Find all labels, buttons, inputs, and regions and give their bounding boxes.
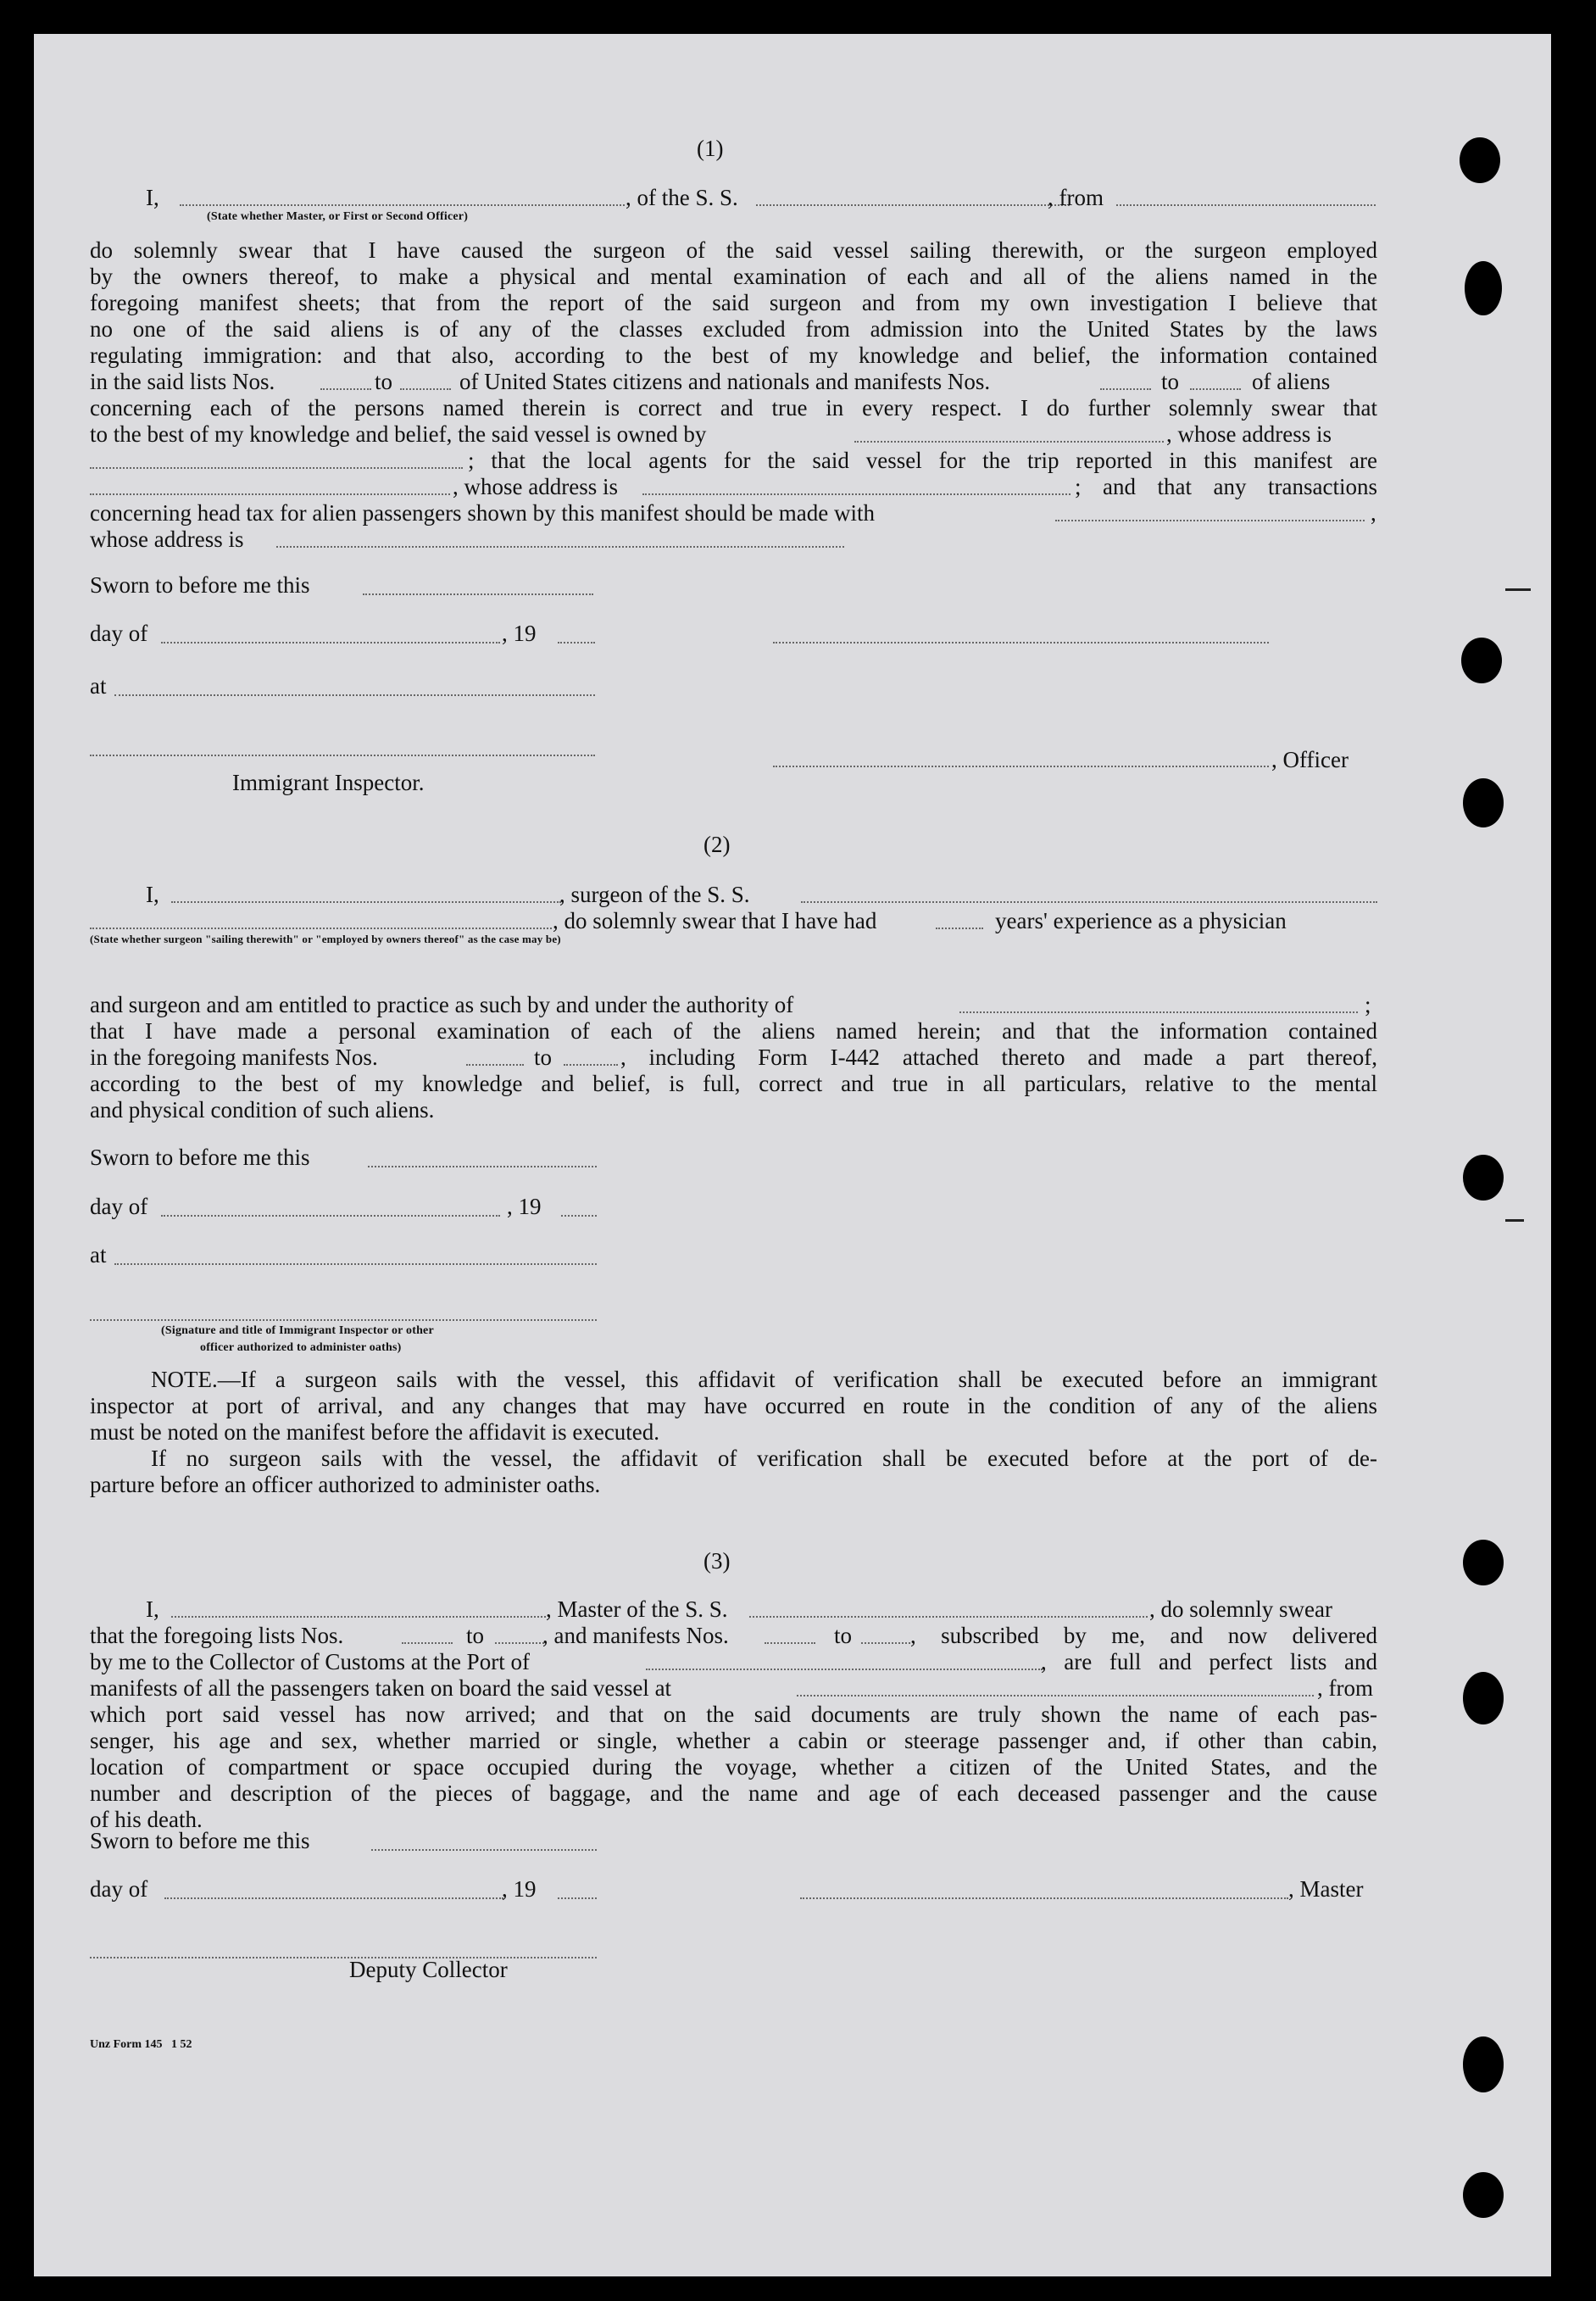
s1-of-aliens: of aliens (1252, 369, 1331, 394)
s1-to-2: to (1161, 369, 1180, 394)
punch-hole (1463, 778, 1504, 827)
s1-officer-sig-field[interactable] (773, 766, 1269, 767)
s2-to: to (534, 1045, 553, 1070)
s3-line: which port said vessel has now arrived; and that on the said documents are truly shown the name of each pas- (90, 1702, 1377, 1727)
s3-lists-from-field[interactable] (402, 1642, 453, 1644)
s1-manifests-from-field[interactable] (1100, 388, 1151, 390)
s1-to-1: to (375, 369, 393, 394)
s2-sworn-day-field[interactable] (368, 1166, 597, 1167)
s1-manifests-to-field[interactable] (1190, 388, 1241, 390)
punch-hole (1463, 2172, 1504, 2218)
s2-swear: , do solemnly swear that I have had (553, 908, 877, 933)
s2-name-field[interactable] (171, 901, 561, 903)
s1-line-7: concerning each of the persons named therein is correct and true in every respect. I do further solemnly swear that (90, 395, 1377, 421)
punch-hole (1463, 2036, 1504, 2092)
note-paragraph-1 (90, 1367, 1377, 1446)
s1-year-field[interactable] (558, 642, 595, 644)
section-3-number: (3) (703, 1548, 731, 1574)
s2-line-b: that I have made a personal examination of each of the aliens named herein; and that the information contained (90, 1018, 1377, 1044)
s1-agents-field[interactable] (90, 493, 450, 495)
s2-surgeon-caption: (State whether surgeon "sailing therewith" or "employed by owners thereof" as the case may be) (90, 933, 561, 945)
s1-sworn: Sworn to before me this (90, 572, 310, 598)
s3-manifests-to-field[interactable] (861, 1642, 910, 1644)
s1-oath-paragraph (90, 237, 1377, 369)
s2-ship-field[interactable] (801, 901, 1377, 903)
form-id: Unz Form 145 1 52 (90, 2038, 192, 2051)
punch-hole (1461, 638, 1502, 683)
s3-deputy-collector: Deputy Collector (349, 1957, 508, 1982)
s2-line-d: according to the best of my knowledge and belief, is full, correct and true in all particulars, relative to the mental (90, 1071, 1377, 1096)
s2-surgeon-of: , surgeon of the S. S. (559, 882, 750, 907)
s3-embark-port-field[interactable] (797, 1695, 1314, 1696)
s1-citizens-text: of United States citizens and nationals and manifests Nos. (459, 369, 991, 394)
s2-at-field[interactable] (114, 1263, 597, 1265)
s1-name-field[interactable] (180, 204, 625, 206)
s3-sworn: Sworn to before me this (90, 1828, 310, 1853)
s1-from-field[interactable] (1116, 204, 1376, 206)
s2-manifests-nos: in the foregoing manifests Nos. (90, 1045, 378, 1070)
s1-agents-address-label: , whose address is (453, 474, 618, 499)
s2-sig-field[interactable] (90, 1319, 597, 1321)
s2-manifests-to-field[interactable] (564, 1064, 618, 1066)
s1-head-tax-field[interactable] (1055, 520, 1365, 521)
s1-owned-by: to the best of my knowledge and belief, the said vessel is owned by (90, 421, 707, 447)
s2-manifests-from-field[interactable] (466, 1064, 524, 1066)
s1-line: do solemnly swear that I have caused the surgeon of the said vessel sailing therewith, or the surgeon employed (90, 237, 1377, 263)
s1-line: no one of the said aliens is of any of the classes excluded from admission into the United States by the laws (90, 316, 1377, 342)
s1-line: by the owners thereof, to make a physical and mental examination of each and all of the aliens named in the (90, 264, 1377, 289)
s3-taken-on-board: manifests of all the passengers taken on board the said vessel at (90, 1675, 672, 1701)
s3-lists-nos: that the foregoing lists Nos. (90, 1623, 344, 1648)
s3-lists-to-field[interactable] (495, 1642, 544, 1644)
s3-to-1: to (466, 1623, 485, 1648)
s1-local-agents: ; that the local agents for the said vessel for the trip reported in this manifest are (468, 448, 1377, 473)
s1-transactions: ; and that any transactions (1075, 474, 1377, 499)
s1-lists-from-field[interactable] (320, 388, 371, 390)
s2-line-e: and physical condition of such aliens. (90, 1097, 435, 1123)
s3-name-field[interactable] (171, 1616, 546, 1618)
s3-ship-field[interactable] (749, 1616, 1148, 1618)
s3-day-of: day of (90, 1876, 148, 1902)
s1-officer-sig-top-field[interactable] (773, 642, 1269, 644)
s1-from: , from (1048, 185, 1104, 210)
punch-hole (1460, 137, 1500, 183)
s1-immigrant-inspector: Immigrant Inspector. (232, 770, 425, 795)
s1-owner-address-label: , whose address is (1166, 421, 1332, 447)
s3-manifests-from-field[interactable] (765, 1642, 815, 1644)
s1-officer-label: , Officer (1271, 747, 1349, 772)
s1-agents-address-field[interactable] (642, 493, 1070, 495)
s2-day-of: day of (90, 1194, 148, 1219)
s2-sig-caption-1: (Signature and title of Immigrant Inspector or other (161, 1324, 434, 1337)
note-line: If no surgeon sails with the vessel, the affidavit of verification shall be executed before at the port of de- (151, 1446, 1377, 1471)
s1-head-tax-address-field[interactable] (276, 546, 844, 548)
s2-i: I, (146, 882, 159, 907)
form-sheet (34, 34, 1551, 2276)
s1-line: foregoing manifest sheets; that from the report of the said surgeon and from my own investigation I believe that (90, 290, 1377, 315)
s1-owner-field[interactable] (854, 441, 1164, 443)
s3-perfect-lists: , are full and perfect lists and (1041, 1649, 1377, 1674)
edge-mark (1505, 1219, 1524, 1222)
s2-nineteen: , 19 (507, 1194, 542, 1219)
s2-at: at (90, 1242, 107, 1268)
punch-hole (1463, 1155, 1504, 1201)
s2-year-field[interactable] (561, 1215, 597, 1217)
s3-sworn-day-field[interactable] (371, 1849, 597, 1851)
s3-line: senger, his age and sex, whether married or single, whether a cabin or steerage passenger and, if other than cabin, (90, 1728, 1377, 1753)
note-paragraph-2 (90, 1446, 1377, 1498)
s3-line: number and description of the pieces of baggage, and the name and age of each deceased passenger and the cause (90, 1780, 1377, 1806)
s3-manifests-nos: , and manifests Nos. (542, 1623, 729, 1648)
s2-authority-field[interactable] (959, 1011, 1358, 1013)
s1-lists-to-field[interactable] (400, 388, 451, 390)
s3-collector: by me to the Collector of Customs at the Port of (90, 1649, 530, 1674)
note-line: inspector at port of arrival, and any changes that may have occurred en route in the condition of any of the aliens (90, 1393, 1377, 1418)
s1-nineteen: , 19 (502, 621, 537, 646)
s1-ship-field[interactable] (756, 204, 1070, 206)
s3-from: , from (1317, 1675, 1373, 1701)
s2-semicolon: ; (1365, 992, 1371, 1017)
s1-owner-address-field[interactable] (90, 467, 463, 469)
s3-master-sig-field[interactable] (800, 1897, 1288, 1899)
note-line: NOTE.—If a surgeon sails with the vessel, this affidavit of verification shall be executed before an immigrant (151, 1367, 1377, 1392)
s3-master-of: , Master of the S. S. (546, 1596, 728, 1622)
edge-mark (1505, 588, 1531, 591)
s3-deputy-sig-field[interactable] (90, 1957, 597, 1958)
s2-surgeon-type-field[interactable] (90, 928, 552, 929)
s2-authority: and surgeon and am entitled to practice as such by and under the authority of (90, 992, 794, 1017)
s2-month-field[interactable] (161, 1215, 500, 1217)
s3-oath-paragraph (90, 1702, 1377, 1807)
s1-whose-address: whose address is (90, 526, 244, 552)
s1-comma: , (1371, 500, 1376, 526)
s3-line: location of compartment or space occupied during the voyage, whether a citizen of the United States, and the (90, 1754, 1377, 1780)
s1-head-tax: concerning head tax for alien passengers shown by this manifest should be made with (90, 500, 876, 526)
section-2-number: (2) (703, 832, 731, 857)
s3-year-field[interactable] (558, 1897, 597, 1899)
s3-last-line: of his death. (90, 1807, 203, 1832)
punch-hole (1463, 1540, 1504, 1585)
s1-of-the-ss: , of the S. S. (626, 185, 738, 210)
note-line: parture before an officer authorized to administer oaths. (90, 1472, 601, 1497)
s1-inspector-sig-field[interactable] (90, 755, 595, 756)
s3-to-2: to (834, 1623, 853, 1648)
s3-month-field[interactable] (164, 1897, 503, 1899)
s2-years-text: years' experience as a physician (995, 908, 1287, 933)
s1-at: at (90, 673, 107, 699)
s1-month-field[interactable] (161, 642, 500, 644)
s2-sworn: Sworn to before me this (90, 1145, 310, 1170)
note-line: must be noted on the manifest before the affidavit is executed. (90, 1419, 660, 1445)
s1-at-field[interactable] (114, 694, 595, 696)
section-1-number: (1) (697, 136, 724, 161)
s2-sig-caption-2: officer authorized to administer oaths) (200, 1341, 402, 1354)
s3-port-field[interactable] (646, 1669, 1043, 1670)
s1-officer-caption: (State whether Master, or First or Second Officer) (207, 210, 469, 223)
punch-hole (1463, 1672, 1504, 1724)
s3-subscribed: , subscribed by me, and now delivered (910, 1623, 1377, 1648)
s3-swear: , do solemnly swear (1149, 1596, 1332, 1622)
s3-nineteen: , 19 (502, 1876, 537, 1902)
s3-master-label: , Master (1288, 1876, 1364, 1902)
s1-day-of: day of (90, 621, 148, 646)
s1-sworn-day-field[interactable] (363, 593, 593, 595)
s1-i: I, (146, 185, 159, 210)
s2-years-field[interactable] (936, 928, 983, 929)
s1-line: regulating immigration: and that also, according to the best of my knowledge and belief, the information contained (90, 343, 1377, 368)
punch-hole (1465, 261, 1502, 315)
s1-lists-nos: in the said lists Nos. (90, 369, 275, 394)
s2-form-i442: , including Form I-442 attached thereto and made a part thereof, (620, 1045, 1377, 1070)
s3-i: I, (146, 1596, 159, 1622)
